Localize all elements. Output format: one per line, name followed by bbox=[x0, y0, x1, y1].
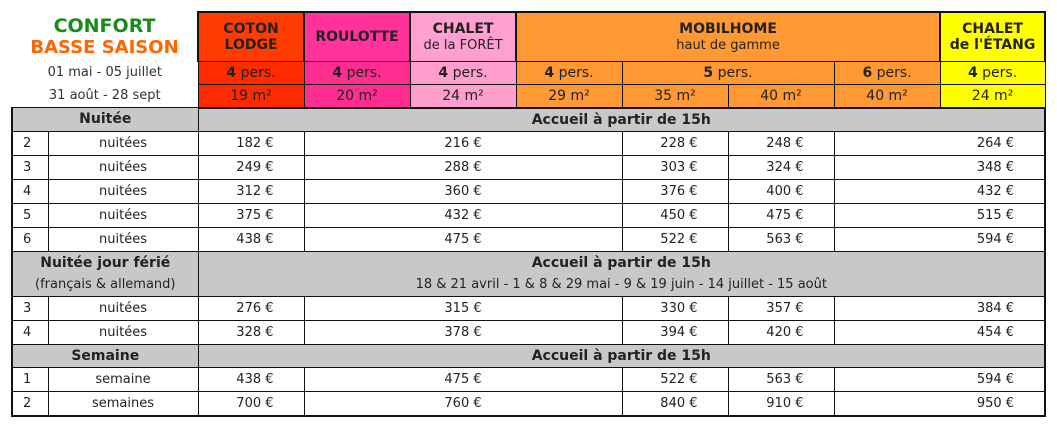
col-mobilhome bbox=[516, 12, 940, 61]
price-etang: 515 € bbox=[834, 203, 1045, 227]
price-shared: 360 € bbox=[304, 179, 622, 203]
price-mobil-5p: 563 € bbox=[728, 367, 834, 391]
price-mobil-5p: 357 € bbox=[728, 296, 834, 320]
price-mobil-5p: 324 € bbox=[728, 155, 834, 179]
date-range-1: 01 mai - 05 juillet bbox=[47, 65, 162, 80]
price-shared: 288 € bbox=[304, 155, 622, 179]
price-coton: 438 € bbox=[198, 367, 304, 391]
price-coton: 182 € bbox=[198, 131, 304, 155]
row-count: 2 bbox=[12, 391, 48, 416]
row-count: 1 bbox=[12, 367, 48, 391]
table-row bbox=[12, 320, 1045, 344]
area-coton: 19 m² bbox=[198, 84, 304, 108]
title-line1: CONFORT bbox=[53, 14, 156, 37]
col-roulotte-name: ROULOTTE bbox=[315, 28, 399, 45]
row-count: 5 bbox=[12, 203, 48, 227]
persons-mobil-6: 6 pers. bbox=[834, 61, 940, 84]
price-mobil-4p: 228 € bbox=[622, 131, 728, 155]
section-nuitee-header: Accueil à partir de 15h bbox=[198, 108, 1045, 132]
nuitee-rows bbox=[12, 131, 1045, 251]
ferie-rows bbox=[12, 296, 1045, 344]
title-line2: BASSE SAISON bbox=[30, 36, 179, 58]
price-coton: 700 € bbox=[198, 391, 304, 416]
area-mobil-1: 29 m² bbox=[516, 84, 622, 108]
table-row bbox=[12, 227, 1045, 251]
col-roulotte bbox=[304, 12, 410, 61]
row-unit: semaine bbox=[48, 367, 198, 391]
date-range-2: 31 août - 28 sept bbox=[48, 88, 161, 103]
row-count: 3 bbox=[12, 155, 48, 179]
price-mobil-5p: 420 € bbox=[728, 320, 834, 344]
section-ferie-label2: (français & allemand) bbox=[12, 274, 198, 297]
price-mobil-4p: 330 € bbox=[622, 296, 728, 320]
col-chalet-foret-name1: CHALET bbox=[432, 20, 494, 37]
area-mobil-4: 40 m² bbox=[834, 84, 940, 108]
section-semaine-header: Accueil à partir de 15h bbox=[198, 344, 1045, 367]
price-mobil-4p: 394 € bbox=[622, 320, 728, 344]
price-coton: 328 € bbox=[198, 320, 304, 344]
area-chalet-foret: 24 m² bbox=[410, 84, 516, 108]
price-shared: 378 € bbox=[304, 320, 622, 344]
price-mobil-5p: 563 € bbox=[728, 227, 834, 251]
price-mobil-4p: 450 € bbox=[622, 203, 728, 227]
price-mobil-4p: 522 € bbox=[622, 367, 728, 391]
col-chalet-foret-name2: de la FORÊT bbox=[423, 37, 503, 53]
price-coton: 276 € bbox=[198, 296, 304, 320]
col-chalet-etang bbox=[940, 12, 1045, 61]
persons-mobil-4: 4 pers. bbox=[516, 61, 622, 84]
section-ferie-dates: 18 & 21 avril - 1 & 8 & 29 mai - 9 & 19 juin - 14 juillet - 15 août bbox=[198, 274, 1045, 297]
area-roulotte: 20 m² bbox=[304, 84, 410, 108]
price-mobil-5p: 248 € bbox=[728, 131, 834, 155]
price-mobil-4p: 840 € bbox=[622, 391, 728, 416]
table-row bbox=[12, 296, 1045, 320]
section-ferie-header: Accueil à partir de 15h bbox=[198, 251, 1045, 274]
season-title bbox=[12, 12, 198, 61]
price-shared: 315 € bbox=[304, 296, 622, 320]
table-row bbox=[12, 131, 1045, 155]
col-coton-name1: COTON bbox=[223, 20, 279, 37]
table-row bbox=[12, 391, 1045, 416]
row-unit: nuitées bbox=[48, 203, 198, 227]
persons-coton: 4 pers. bbox=[198, 61, 304, 84]
section-semaine-label: Semaine bbox=[12, 344, 198, 367]
row-count: 6 bbox=[12, 227, 48, 251]
persons-mobil-5: 5 pers. bbox=[622, 61, 834, 84]
price-etang: 594 € bbox=[834, 227, 1045, 251]
price-table bbox=[11, 11, 1046, 417]
row-unit: nuitées bbox=[48, 131, 198, 155]
price-coton: 438 € bbox=[198, 227, 304, 251]
col-mobilhome-name1: MOBILHOME bbox=[679, 20, 777, 37]
price-shared: 475 € bbox=[304, 227, 622, 251]
col-chalet-foret bbox=[410, 12, 516, 61]
price-etang: 264 € bbox=[834, 131, 1045, 155]
row-unit: nuitées bbox=[48, 227, 198, 251]
area-mobil-3: 40 m² bbox=[728, 84, 834, 108]
price-etang: 432 € bbox=[834, 179, 1045, 203]
row-unit: nuitées bbox=[48, 179, 198, 203]
semaine-rows bbox=[12, 367, 1045, 416]
col-chalet-etang-name2: de l'ÉTANG bbox=[949, 36, 1036, 53]
row-count: 4 bbox=[12, 179, 48, 203]
table-row bbox=[12, 155, 1045, 179]
row-unit: nuitées bbox=[48, 296, 198, 320]
col-coton-lodge bbox=[198, 12, 304, 61]
price-etang: 594 € bbox=[834, 367, 1045, 391]
price-mobil-5p: 475 € bbox=[728, 203, 834, 227]
area-chalet-etang: 24 m² bbox=[940, 84, 1045, 108]
price-coton: 375 € bbox=[198, 203, 304, 227]
price-shared: 216 € bbox=[304, 131, 622, 155]
persons-roulotte: 4 pers. bbox=[304, 61, 410, 84]
row-count: 3 bbox=[12, 296, 48, 320]
price-etang: 384 € bbox=[834, 296, 1045, 320]
price-shared: 760 € bbox=[304, 391, 622, 416]
col-mobilhome-name2: haut de gamme bbox=[676, 37, 780, 53]
price-coton: 249 € bbox=[198, 155, 304, 179]
table-row bbox=[12, 179, 1045, 203]
row-count: 2 bbox=[12, 131, 48, 155]
price-etang: 454 € bbox=[834, 320, 1045, 344]
price-etang: 348 € bbox=[834, 155, 1045, 179]
col-coton-name2: LODGE bbox=[224, 36, 278, 53]
price-etang: 950 € bbox=[834, 391, 1045, 416]
table-row bbox=[12, 367, 1045, 391]
price-coton: 312 € bbox=[198, 179, 304, 203]
col-chalet-etang-name1: CHALET bbox=[962, 20, 1023, 37]
price-mobil-5p: 910 € bbox=[728, 391, 834, 416]
price-mobil-5p: 400 € bbox=[728, 179, 834, 203]
persons-chalet-etang: 4 pers. bbox=[940, 61, 1045, 84]
area-mobil-2: 35 m² bbox=[622, 84, 728, 108]
row-unit: nuitées bbox=[48, 155, 198, 179]
row-unit: semaines bbox=[48, 391, 198, 416]
persons-chalet-foret: 4 pers. bbox=[410, 61, 516, 84]
section-ferie-label1: Nuitée jour férié bbox=[12, 251, 198, 274]
price-mobil-4p: 303 € bbox=[622, 155, 728, 179]
table-row bbox=[12, 203, 1045, 227]
section-nuitee-label: Nuitée bbox=[12, 108, 198, 132]
row-unit: nuitées bbox=[48, 320, 198, 344]
row-count: 4 bbox=[12, 320, 48, 344]
price-mobil-4p: 522 € bbox=[622, 227, 728, 251]
price-shared: 432 € bbox=[304, 203, 622, 227]
price-mobil-4p: 376 € bbox=[622, 179, 728, 203]
price-shared: 475 € bbox=[304, 367, 622, 391]
